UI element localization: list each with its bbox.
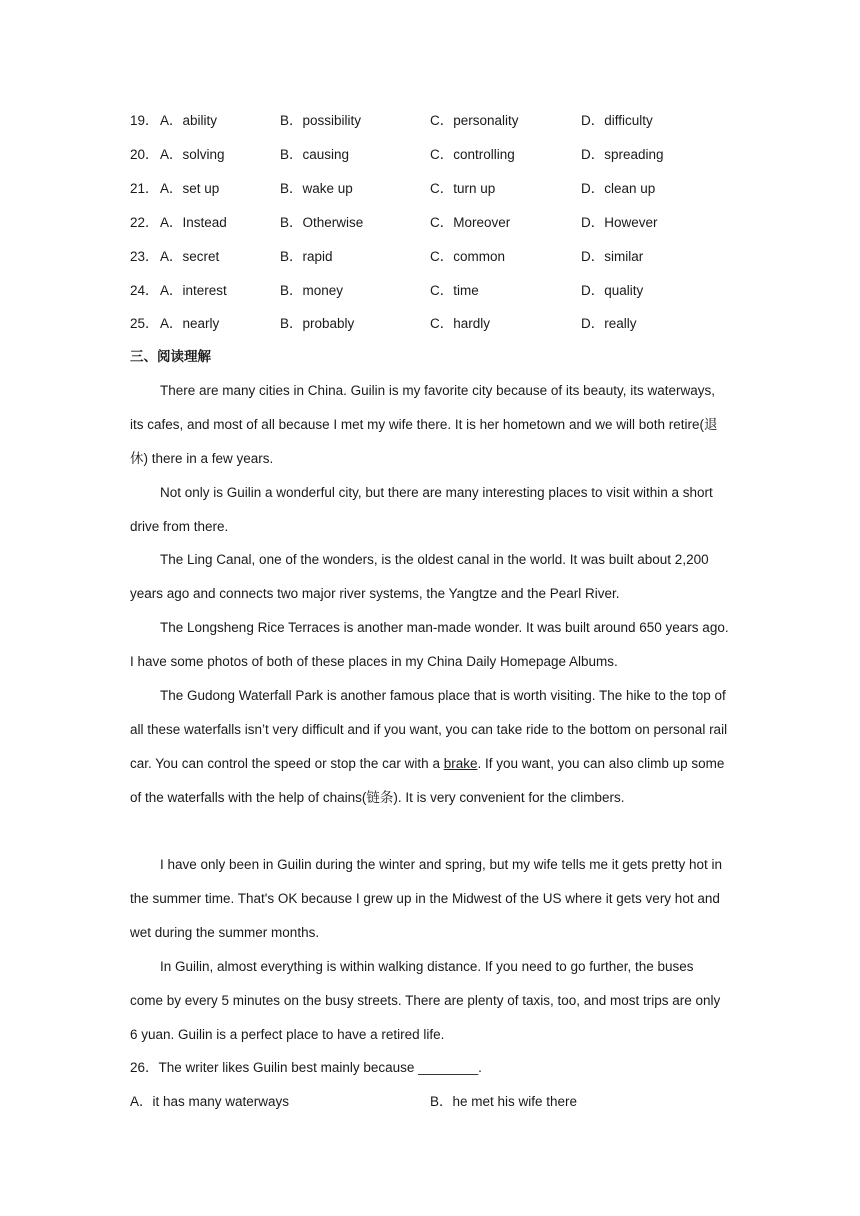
option-d: D．difficulty — [581, 113, 653, 128]
option-c: C．turn up — [430, 181, 496, 196]
option-b: B．causing — [280, 147, 350, 162]
option-a: A．secret — [160, 249, 220, 264]
option-d: D．clean up — [581, 181, 656, 196]
passage-paragraph-2: Not only is Guilin a wonderful city, but there are many interesting places to visit within a short drive from there. — [130, 485, 713, 534]
question-number: 20． — [130, 147, 159, 162]
option-b: B．rapid — [280, 249, 333, 264]
option-row — [0, 314, 860, 334]
option-d: D．However — [581, 215, 658, 230]
option-row — [0, 281, 860, 301]
option-row — [0, 213, 860, 233]
option-c: C．personality — [430, 113, 519, 128]
question-number: 25． — [130, 316, 159, 331]
option-c: C．time — [430, 283, 479, 298]
option-row — [0, 247, 860, 267]
option-row — [0, 111, 860, 131]
underlined-word-brake: brake — [443, 755, 478, 771]
question-26-option-b: B．he met his wife there — [430, 1094, 578, 1109]
option-b: B．probably — [280, 316, 355, 331]
passage-paragraph-5 — [130, 679, 730, 815]
question-number: 23． — [130, 249, 159, 264]
option-d: D．similar — [581, 249, 644, 264]
passage-paragraph-3: The Ling Canal, one of the wonders, is the oldest canal in the world. It was built about 2,200 years ago and connects two major river systems, the Yangtze and the Pearl River. — [130, 552, 709, 601]
option-c: C．Moreover — [430, 215, 511, 230]
option-c: C．controlling — [430, 147, 515, 162]
paragraph-5-text-start: The Gudong Waterfall Park is another famous place that is worth visiting. The hike to the top of all these waterfalls isn’t very difficult and if you want, you can take ride to the bottom on personal rail car. You can control the speed or stop the car with a — [130, 688, 728, 771]
option-c: C．common — [430, 249, 506, 264]
option-b: B．possibility — [280, 113, 362, 128]
passage-paragraph-6: I have only been in Guilin during the winter and spring, but my wife tells me it gets pretty hot in the summer time. That's OK because I grew up in the Midwest of the US where it gets very hot and wet during the summer months. — [130, 857, 723, 940]
option-a: A．ability — [160, 113, 218, 128]
option-a: A．nearly — [160, 316, 220, 331]
option-row — [0, 179, 860, 199]
passage-paragraph-7: In Guilin, almost everything is within walking distance. If you need to go further, the buses come by every 5 minutes on the busy streets. There are plenty of taxis, too, and most trips are only 6 yuan. Guilin is a perfect place to have a retired life. — [130, 959, 721, 1042]
option-b: B．wake up — [280, 181, 353, 196]
question-number: 22． — [130, 215, 159, 230]
option-c: C．hardly — [430, 316, 491, 331]
question-number: 19． — [130, 113, 159, 128]
passage-paragraph-1: There are many cities in China. Guilin is my favorite city because of its beauty, its waterways, its cafes, and most of all because I met my wife there. It is her hometown and we will both retire(退休) there in a few years. — [130, 383, 718, 466]
question-number: 21． — [130, 181, 159, 196]
question-number: 24． — [130, 283, 159, 298]
option-a: A．set up — [160, 181, 220, 196]
option-d: D．quality — [581, 283, 644, 298]
option-d: D．spreading — [581, 147, 664, 162]
option-a: A．interest — [160, 283, 227, 298]
option-a: A．Instead — [160, 215, 227, 230]
option-d: D．really — [581, 316, 637, 331]
section-heading: 三、阅读理解 — [130, 349, 211, 364]
passage-paragraph-4: The Longsheng Rice Terraces is another man-made wonder. It was built around 650 years ago. I have some photos of both of these places in my China Daily Homepage Albums. — [130, 620, 729, 669]
option-b: B．money — [280, 283, 344, 298]
option-row — [0, 145, 860, 165]
option-a: A．solving — [160, 147, 225, 162]
question-26-stem: 26．The writer likes Guilin best mainly because ________. — [130, 1060, 482, 1075]
question-26-option-a: A．it has many waterways — [130, 1094, 290, 1109]
paragraph-5-text-end: . If you want, you can also climb up some of the waterfalls with the help of chains(链条). It is very convenient for the climbers. — [130, 755, 725, 805]
option-b: B．Otherwise — [280, 215, 364, 230]
